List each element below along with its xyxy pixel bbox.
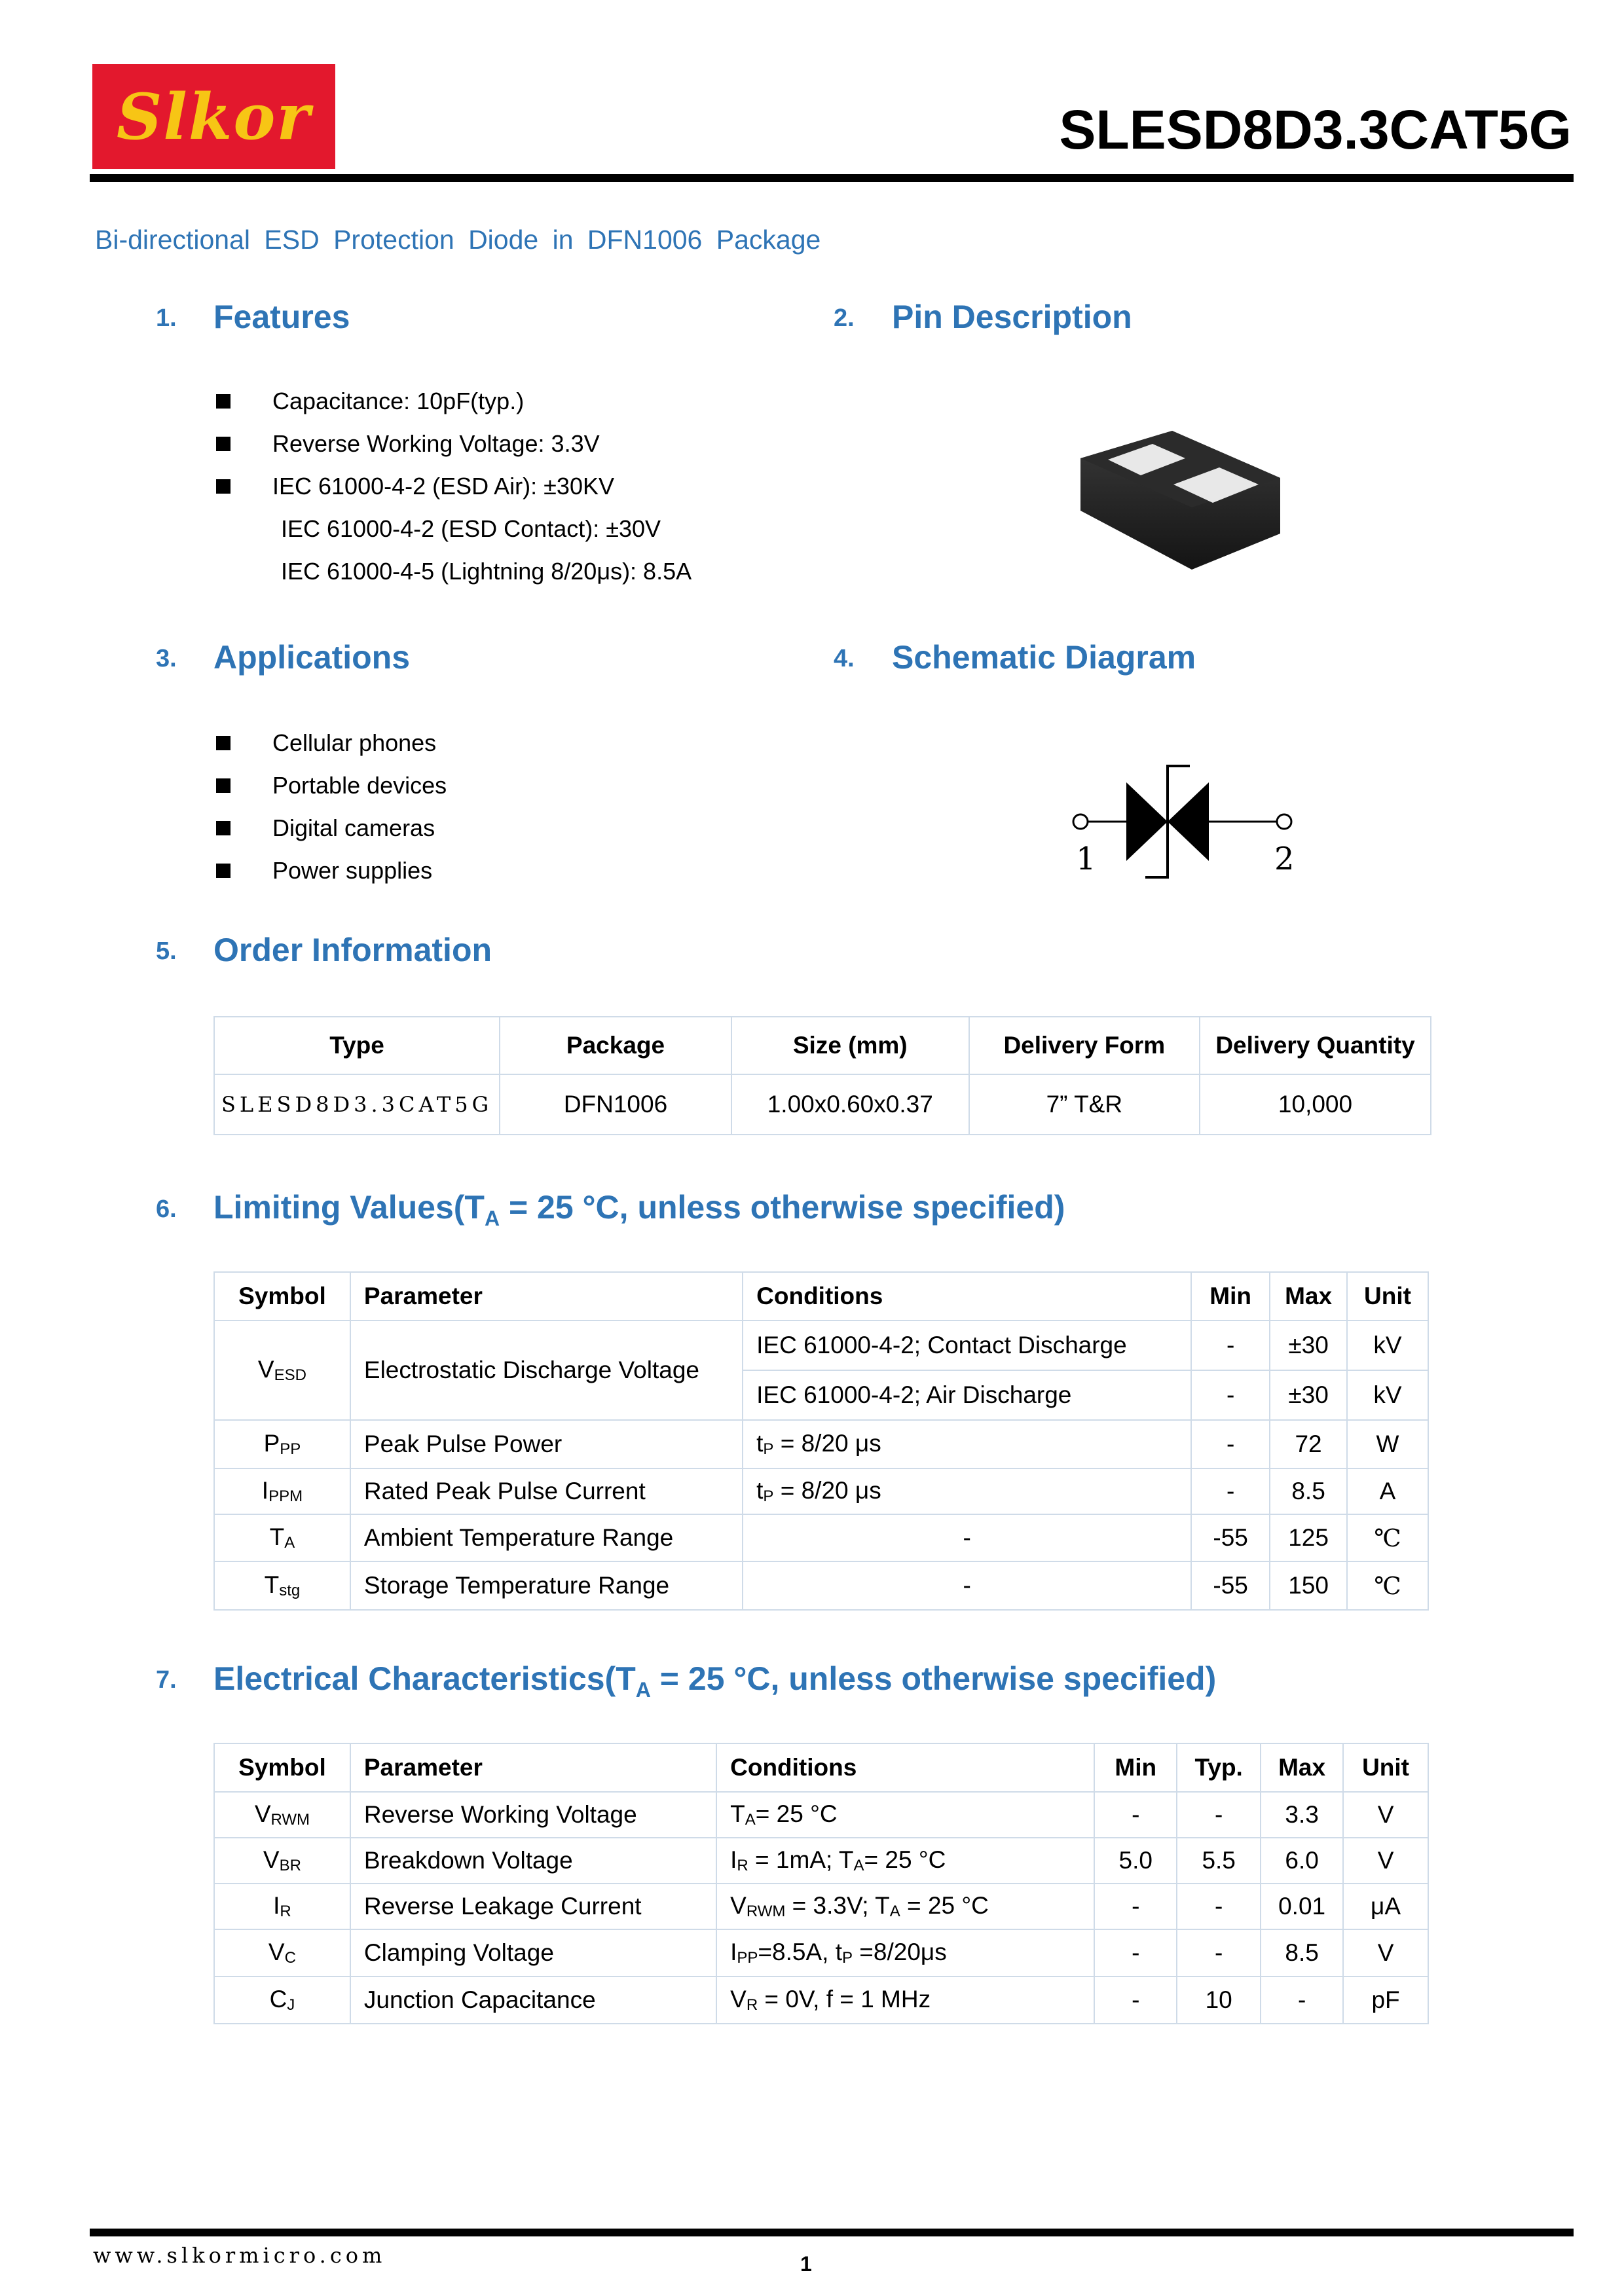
- column-header: Unit: [1347, 1272, 1428, 1321]
- symbol-cell: $T_{stg}$: [214, 1561, 350, 1610]
- electrical-number: 7.: [156, 1666, 177, 1694]
- features-heading: Features: [213, 299, 350, 335]
- pin-description-number: 2.: [834, 304, 855, 332]
- typ-cell: 10: [1177, 1977, 1261, 2024]
- list-item: Power supplies: [216, 849, 447, 892]
- min-cell: -: [1191, 1321, 1270, 1370]
- table-row: [214, 1838, 1428, 1884]
- order-info-number: 5.: [156, 938, 177, 965]
- table-header-row: [214, 1743, 1428, 1792]
- parameter-cell: Reverse Working Voltage: [350, 1792, 716, 1838]
- max-cell: ±30: [1270, 1321, 1347, 1370]
- min-cell: -55: [1191, 1561, 1270, 1610]
- max-cell: 8.5: [1261, 1929, 1343, 1977]
- list-item: Cellular phones: [216, 721, 447, 764]
- table-cell: 1.00x0.60x0.37: [731, 1074, 969, 1135]
- column-header: Conditions: [743, 1272, 1191, 1321]
- max-cell: 6.0: [1261, 1838, 1343, 1884]
- symbol-cell: $V_C$: [214, 1929, 350, 1977]
- page-number: 1: [800, 2252, 812, 2276]
- max-cell: 8.5: [1270, 1468, 1347, 1514]
- column-header: Typ.: [1177, 1743, 1261, 1792]
- parameter-cell: Electrostatic Discharge Voltage: [350, 1321, 743, 1420]
- electrical-heading: Electrical $Characteristics(T_A = 25$ °C, unless otherwise specified): [213, 1660, 1217, 1702]
- unit-cell: μA: [1343, 1884, 1428, 1929]
- column-header: Min: [1094, 1743, 1177, 1792]
- column-header: Parameter: [350, 1272, 743, 1321]
- unit-cell: A: [1347, 1468, 1428, 1514]
- parameter-cell: Clamping Voltage: [350, 1929, 716, 1977]
- applications-heading: Applications: [213, 639, 411, 676]
- min-cell: -: [1094, 1792, 1177, 1838]
- footer-divider: [90, 2229, 1574, 2236]
- unit-cell: kV: [1347, 1321, 1428, 1370]
- symbol-cell: $C_J$: [214, 1977, 350, 2024]
- table-cell: SLESD8D3.3CAT5G: [214, 1074, 500, 1135]
- min-cell: -: [1094, 1929, 1177, 1977]
- column-header: Max: [1270, 1272, 1347, 1321]
- symbol-cell: $I_{PPM}$: [214, 1468, 350, 1514]
- symbol-cell: $I_R$: [214, 1884, 350, 1929]
- column-header: Delivery Form: [969, 1017, 1200, 1074]
- symbol-cell: $T_A$: [214, 1514, 350, 1561]
- min-cell: -: [1191, 1370, 1270, 1420]
- conditions-cell: $V_R = 0V$, f = 1 MHz: [716, 1977, 1094, 2024]
- column-header: Package: [500, 1017, 731, 1074]
- max-cell: 125: [1270, 1514, 1347, 1561]
- min-cell: -: [1094, 1884, 1177, 1929]
- typ-cell: 5.5: [1177, 1838, 1261, 1884]
- table-row: [214, 1884, 1428, 1929]
- brand-logo: [92, 64, 335, 169]
- conditions-cell: IEC 61000-4-2; Contact Discharge: [743, 1321, 1191, 1370]
- list-item: IEC 61000-4-2 (ESD Air): ±30KV: [216, 465, 692, 507]
- table-row: [214, 1468, 1428, 1514]
- unit-cell: V: [1343, 1838, 1428, 1884]
- max-cell: 72: [1270, 1420, 1347, 1468]
- table-row: [214, 1420, 1428, 1468]
- limiting-heading: Limiting $Values(T_A = 25$ °C, unless otherwise specified): [213, 1189, 1065, 1230]
- symbol-cell: $V_{RWM}$: [214, 1792, 350, 1838]
- schematic-diagram: [1061, 759, 1310, 884]
- symbol-cell: $V_{BR}$: [214, 1838, 350, 1884]
- applications-number: 3.: [156, 645, 177, 672]
- list-item: Digital cameras: [216, 807, 447, 849]
- package-photo: [1061, 419, 1303, 589]
- pin-2-label: 2: [1274, 841, 1295, 877]
- unit-cell: ℃: [1347, 1514, 1428, 1561]
- table-row: [214, 1514, 1428, 1561]
- features-number: 1.: [156, 304, 177, 332]
- table-row: [214, 1792, 1428, 1838]
- typ-cell: -: [1177, 1792, 1261, 1838]
- column-header: Type: [214, 1017, 500, 1074]
- table-cell: 7” T&R: [969, 1074, 1200, 1135]
- logo-text: Slkor: [117, 79, 311, 154]
- min-cell: -: [1094, 1977, 1177, 2024]
- typ-cell: -: [1177, 1884, 1261, 1929]
- table-row: [214, 1561, 1428, 1610]
- min-cell: -55: [1191, 1514, 1270, 1561]
- footer-website: www.slkormicro.com: [93, 2243, 386, 2268]
- schematic-number: 4.: [834, 645, 855, 672]
- features-list: [216, 380, 692, 592]
- column-header: Symbol: [214, 1743, 350, 1792]
- parameter-cell: Storage Temperature Range: [350, 1561, 743, 1610]
- limiting-values-table: [213, 1271, 1429, 1611]
- column-header: Parameter: [350, 1743, 716, 1792]
- min-cell: 5.0: [1094, 1838, 1177, 1884]
- max-cell: 0.01: [1261, 1884, 1343, 1929]
- conditions-cell: -: [743, 1561, 1191, 1610]
- limiting-number: 6.: [156, 1195, 177, 1223]
- table-header-row: [214, 1017, 1431, 1074]
- table-row: [214, 1929, 1428, 1977]
- column-header: Delivery Quantity: [1200, 1017, 1431, 1074]
- conditions-cell: -: [743, 1514, 1191, 1561]
- table-cell: 10,000: [1200, 1074, 1431, 1135]
- parameter-cell: Ambient Temperature Range: [350, 1514, 743, 1561]
- column-header: Size (mm): [731, 1017, 969, 1074]
- max-cell: -: [1261, 1977, 1343, 2024]
- min-cell: -: [1191, 1420, 1270, 1468]
- table-cell: DFN1006: [500, 1074, 731, 1135]
- unit-cell: kV: [1347, 1370, 1428, 1420]
- conditions-cell: IEC 61000-4-2; Air Discharge: [743, 1370, 1191, 1420]
- table-row: [214, 1321, 1428, 1370]
- electrical-characteristics-table: [213, 1743, 1429, 2024]
- column-header: Conditions: [716, 1743, 1094, 1792]
- parameter-cell: Junction Capacitance: [350, 1977, 716, 2024]
- parameter-cell: Rated Peak Pulse Current: [350, 1468, 743, 1514]
- header-divider: [90, 174, 1574, 182]
- list-item: IEC 61000-4-5 (Lightning 8/20μs): 8.5A: [281, 558, 692, 585]
- conditions-cell: $T_A= 25$ °C: [716, 1792, 1094, 1838]
- unit-cell: W: [1347, 1420, 1428, 1468]
- conditions-cell: $V_{RWM} = 3.3V$; $T_A = 25$ °C: [716, 1884, 1094, 1929]
- column-header: Min: [1191, 1272, 1270, 1321]
- column-header: Max: [1261, 1743, 1343, 1792]
- max-cell: ±30: [1270, 1370, 1347, 1420]
- order-info-table: [213, 1016, 1431, 1135]
- table-row: [214, 1074, 1431, 1135]
- max-cell: 3.3: [1261, 1792, 1343, 1838]
- symbol-cell: $P_{PP}$: [214, 1420, 350, 1468]
- applications-list: [216, 721, 447, 892]
- unit-cell: pF: [1343, 1977, 1428, 2024]
- pin-description-heading: Pin Description: [892, 299, 1132, 335]
- document-subtitle: Bi-directional ESD Protection Diode in DFN1006 Package: [95, 225, 821, 255]
- part-number-title: SLESD8D3.3CAT5G: [1059, 99, 1572, 160]
- conditions-cell: $t_P = 8/20$ μs: [743, 1420, 1191, 1468]
- table-header-row: [214, 1272, 1428, 1321]
- min-cell: -: [1191, 1468, 1270, 1514]
- symbol-cell: $V_{ESD}$: [214, 1321, 350, 1420]
- column-header: Symbol: [214, 1272, 350, 1321]
- list-item: Capacitance: 10pF(typ.): [216, 380, 692, 422]
- typ-cell: -: [1177, 1929, 1261, 1977]
- max-cell: 150: [1270, 1561, 1347, 1610]
- parameter-cell: Peak Pulse Power: [350, 1420, 743, 1468]
- unit-cell: V: [1343, 1792, 1428, 1838]
- schematic-heading: Schematic Diagram: [892, 639, 1196, 676]
- list-item: IEC 61000-4-2 (ESD Contact): ±30V: [281, 515, 661, 542]
- unit-cell: V: [1343, 1929, 1428, 1977]
- parameter-cell: Reverse Leakage Current: [350, 1884, 716, 1929]
- pin-1-label: 1: [1076, 841, 1096, 877]
- list-item: Portable devices: [216, 764, 447, 807]
- table-row: [214, 1977, 1428, 2024]
- parameter-cell: Breakdown Voltage: [350, 1838, 716, 1884]
- conditions-cell: $t_P = 8/20$ μs: [743, 1468, 1191, 1514]
- conditions-cell: $I_{PP}=8.5A$, $t_P =8/20\mu s$: [716, 1929, 1094, 1977]
- column-header: Unit: [1343, 1743, 1428, 1792]
- list-item: Reverse Working Voltage: 3.3V: [216, 422, 692, 465]
- order-info-heading: Order Information: [213, 932, 492, 968]
- conditions-cell: $I_R = 1mA$; $T_A= 25$ °C: [716, 1838, 1094, 1884]
- unit-cell: ℃: [1347, 1561, 1428, 1610]
